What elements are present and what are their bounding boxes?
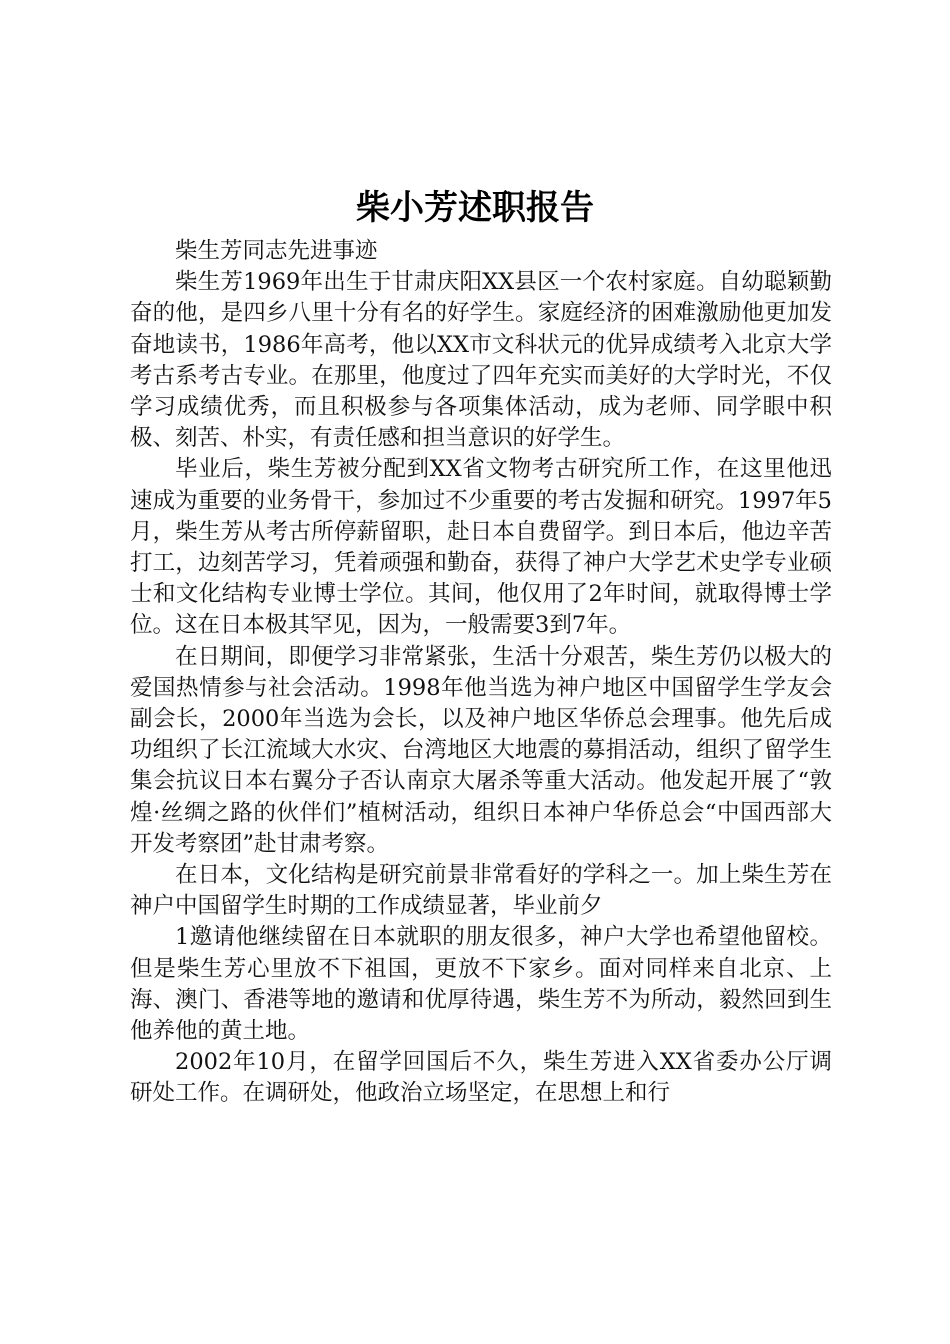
paragraph-6: 2002年10月，在留学回国后不久，柴生芳进入XX省委办公厅调研处工作。在调研处，他政治立场坚定，在思想上和行 xyxy=(130,1049,832,1107)
document-title: 柴小芳述职报告 xyxy=(356,188,594,228)
document-subtitle: 柴生芳同志先进事迹 xyxy=(175,238,378,264)
paragraph-2: 毕业后，柴生芳被分配到XX省文物考古研究所工作，在这里他迅速成为重要的业务骨干，参加过不少重要的考古发掘和研究。1997年5月，柴生芳从考古所停薪留职，赴日本自费留学。到日本后，他边辛苦打工，边刻苦学习，凭着顽强和勤奋，获得了神户大学艺术史学专业硕士和文化结构专业博士学位。其间，他仅用了2年时间，就取得博士学位。这在日本极其罕见，因为，一般需要3到7年。 xyxy=(130,456,832,639)
paragraph-1: 柴生芳1969年出生于甘肃庆阳XX县区一个农村家庭。自幼聪颖勤奋的他，是四乡八里十分有名的好学生。家庭经济的困难激励他更加发奋地读书，1986年高考，他以XX市文科状元的优异成绩考入北京大学考古系考古专业。在那里，他度过了四年充实而美好的大学时光，不仅学习成绩优秀，而且积极参与各项集体活动，成为老师、同学眼中积极、刻苦、朴实，有责任感和担当意识的好学生。 xyxy=(130,269,832,452)
paragraph-3: 在日期间，即便学习非常紧张，生活十分艰苦，柴生芳仍以极大的爱国热情参与社会活动。1998年他当选为神户地区中国留学生学友会副会长，2000年当选为会长，以及神户地区华侨总会理事。他先后成功组织了长江流域大水灾、台湾地区大地震的募捐活动，组织了留学生集会抗议日本右翼分子否认南京大屠杀等重大活动。他发起开展了“敦煌·丝绸之路的伙伴们”植树活动，组织日本神户华侨总会“中国西部大开发考察团”赴甘肃考察。 xyxy=(130,643,832,857)
document-body xyxy=(130,236,832,1110)
paragraph-4: 在日本，文化结构是研究前景非常看好的学科之一。加上柴生芳在神户中国留学生时期的工作成绩显著，毕业前夕 xyxy=(130,862,832,920)
paragraph-5: 1邀请他继续留在日本就职的朋友很多，神户大学也希望他留校。但是柴生芳心里放不下祖国，更放不下家乡。面对同样来自北京、上海、澳门、香港等地的邀请和优厚待遇，柴生芳不为所动，毅然回到生他养他的黄土地。 xyxy=(130,924,832,1045)
